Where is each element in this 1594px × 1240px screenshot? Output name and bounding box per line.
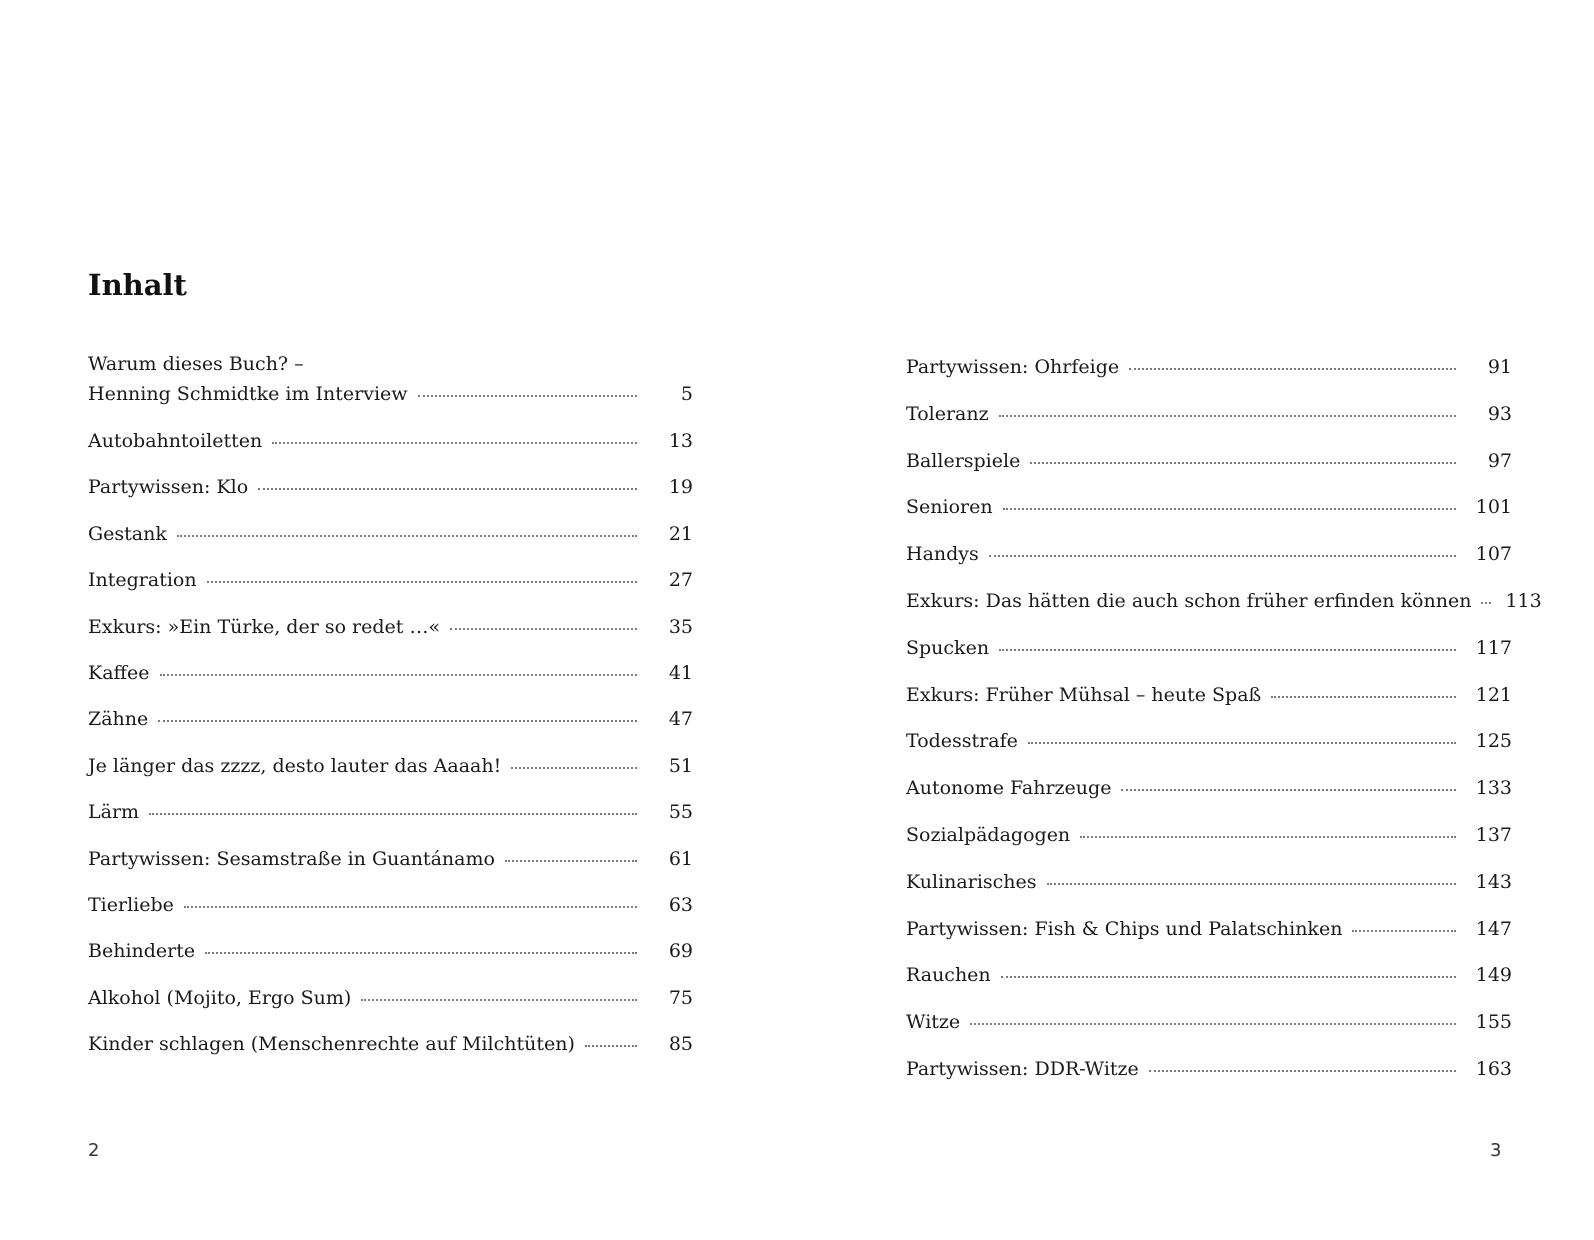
toc-entry [88, 890, 693, 920]
toc-entry-title: Autonome Fahrzeuge [906, 777, 1112, 800]
toc-entry-title: Alkohol (Mojito, Ergo Sum) [88, 986, 352, 1009]
toc-entry-page: 91 [1487, 356, 1512, 378]
toc-entry-title: Kaffee [88, 662, 150, 684]
dot-leader [205, 951, 637, 954]
toc-entry [906, 352, 1512, 382]
dot-leader [160, 673, 637, 676]
toc-entry [906, 633, 1512, 663]
toc-entry [906, 773, 1512, 803]
toc-entry-page: 63 [668, 894, 693, 916]
toc-entry-page: 5 [680, 383, 693, 405]
toc-entry-page: 13 [668, 430, 693, 452]
toc-entry-title: Senioren [906, 496, 993, 519]
toc-entry-page: 69 [668, 940, 693, 963]
toc-entry-page: 125 [1475, 730, 1512, 753]
dot-leader [1001, 975, 1456, 978]
toc-entry-page: 121 [1475, 683, 1512, 706]
toc-entry [88, 751, 693, 781]
toc-entry-page: 21 [668, 522, 693, 545]
toc-entry [906, 1054, 1512, 1084]
toc-entry-page: 137 [1475, 824, 1512, 846]
toc-entry-title: Handys [906, 543, 979, 566]
toc-entry-title: Exkurs: »Ein Türke, der so redet …« [88, 615, 441, 638]
dot-leader [418, 394, 637, 397]
dot-leader [177, 534, 637, 537]
dot-leader [1080, 835, 1456, 838]
toc-entry [88, 612, 693, 642]
toc-entry-page: 155 [1475, 1011, 1512, 1034]
toc-entry-title-line: Warum dieses Buch? – [88, 353, 304, 375]
dot-leader [450, 627, 637, 630]
toc-entry-title: Kulinarisches [906, 870, 1037, 893]
toc-entry-page: 75 [668, 986, 693, 1009]
toc-entry-page: 149 [1475, 964, 1512, 987]
toc-entry-title: Je länger das zzzz, desto lauter das Aaaah! [88, 754, 502, 777]
toc-entry-title: Todesstrafe [906, 730, 1018, 753]
dot-leader [272, 441, 637, 444]
dot-leader [970, 1022, 1456, 1025]
toc-entry-page: 51 [668, 754, 693, 777]
toc-entry-title: Behinderte [88, 940, 196, 963]
page-number-right: 3 [1490, 1140, 1502, 1161]
dot-leader [1028, 741, 1456, 744]
toc-entry-page: 19 [668, 476, 693, 499]
toc-entry [906, 960, 1512, 990]
dot-leader [1271, 695, 1456, 698]
toc-entry [906, 726, 1512, 756]
toc-entry-page: 97 [1487, 449, 1512, 472]
toc-entry-title: Exkurs: Früher Mühsal – heute Spaß [906, 683, 1262, 706]
toc-entry-page: 113 [1505, 590, 1542, 612]
toc-entry-title: Sozialpädagogen [906, 824, 1071, 846]
toc-entry-title: Integration [88, 569, 197, 592]
toc-entry-page: 35 [668, 615, 693, 638]
toc-entry [906, 914, 1512, 944]
dot-leader [511, 766, 637, 769]
dot-leader [505, 859, 637, 862]
toc-entry [88, 844, 693, 874]
dot-leader [184, 905, 637, 908]
toc-entry-page: 133 [1475, 777, 1512, 800]
toc-entry-title: Kinder schlagen (Menschenrechte auf Milchtüten) [88, 1033, 575, 1056]
toc-entry-title: Partywissen: Sesamstraße in Guantánamo [88, 847, 495, 870]
dot-leader [1003, 507, 1456, 510]
dot-leader [1047, 882, 1456, 885]
toc-entry-page: 143 [1475, 870, 1512, 893]
dot-leader [158, 719, 637, 722]
dot-leader [361, 998, 637, 1001]
toc-entry-title: Tierliebe [88, 894, 174, 916]
toc-entry [88, 797, 693, 827]
toc-entry-page: 101 [1475, 496, 1512, 519]
toc-entry-title: Exkurs: Das hätten die auch schon früher erfinden können [906, 590, 1472, 612]
dot-leader [1149, 1069, 1456, 1072]
toc-entry-title: Partywissen: Klo [88, 476, 249, 499]
toc-entry-title: Partywissen: DDR-Witze [906, 1058, 1139, 1080]
toc-entry [906, 820, 1512, 850]
toc-entry-page: 85 [668, 1033, 693, 1056]
toc-entry-page: 55 [668, 801, 693, 824]
dot-leader [1352, 929, 1456, 932]
toc-entry [88, 704, 693, 734]
toc-entry-page: 117 [1475, 636, 1512, 659]
toc-heading: Inhalt [88, 268, 187, 302]
dot-leader [1030, 461, 1456, 464]
toc-entry [906, 1007, 1512, 1037]
toc-entry [906, 399, 1512, 429]
toc-entry [906, 539, 1512, 569]
dot-leader [585, 1044, 637, 1047]
dot-leader [999, 414, 1456, 417]
toc-entry [88, 472, 693, 502]
toc-entry [88, 519, 693, 549]
toc-entry [88, 1029, 693, 1059]
toc-entry [906, 680, 1512, 710]
toc-entry-title: Partywissen: Ohrfeige [906, 356, 1120, 378]
toc-entry [88, 353, 693, 409]
page-number-left: 2 [88, 1140, 100, 1161]
toc-entry [906, 867, 1512, 897]
toc-entry-title: Rauchen [906, 964, 991, 987]
dot-leader [989, 554, 1456, 557]
toc-entry-title: Ballerspiele [906, 449, 1021, 472]
toc-entry-page: 61 [668, 847, 693, 870]
toc-entry-title: Lärm [88, 801, 140, 824]
toc-entry [906, 446, 1512, 476]
toc-entry-page: 93 [1487, 402, 1512, 425]
toc-entry [88, 426, 693, 456]
dot-leader [999, 648, 1456, 651]
toc-entry [88, 658, 693, 688]
toc-entry-page: 27 [668, 569, 693, 592]
dot-leader [258, 487, 637, 490]
toc-entry [906, 492, 1512, 522]
dot-leader [1481, 601, 1491, 604]
toc-entry [88, 983, 693, 1013]
dot-leader [1129, 367, 1456, 370]
toc-entry-title: Toleranz [906, 402, 989, 425]
toc-entry [88, 936, 693, 966]
toc-entry-title: Zähne [88, 708, 149, 731]
toc-entry-page: 107 [1475, 543, 1512, 566]
toc-entry-title: Witze [906, 1011, 961, 1034]
toc-entry-title: Partywissen: Fish & Chips und Palatschinken [906, 917, 1343, 940]
dot-leader [149, 812, 637, 815]
toc-entry [88, 565, 693, 595]
toc-entry-title: Autobahntoiletten [88, 430, 263, 452]
toc-entry-page: 147 [1475, 917, 1512, 940]
toc-entry-title: Gestank [88, 522, 167, 545]
toc-entry-page: 41 [668, 662, 693, 684]
toc-entry-page: 163 [1475, 1058, 1512, 1080]
toc-entry-title: Henning Schmidtke im Interview [88, 383, 408, 405]
toc-entry-title: Spucken [906, 636, 990, 659]
dot-leader [1121, 788, 1456, 791]
toc-entry [906, 586, 1542, 616]
toc-entry-page: 47 [668, 708, 693, 731]
dot-leader [207, 580, 637, 583]
